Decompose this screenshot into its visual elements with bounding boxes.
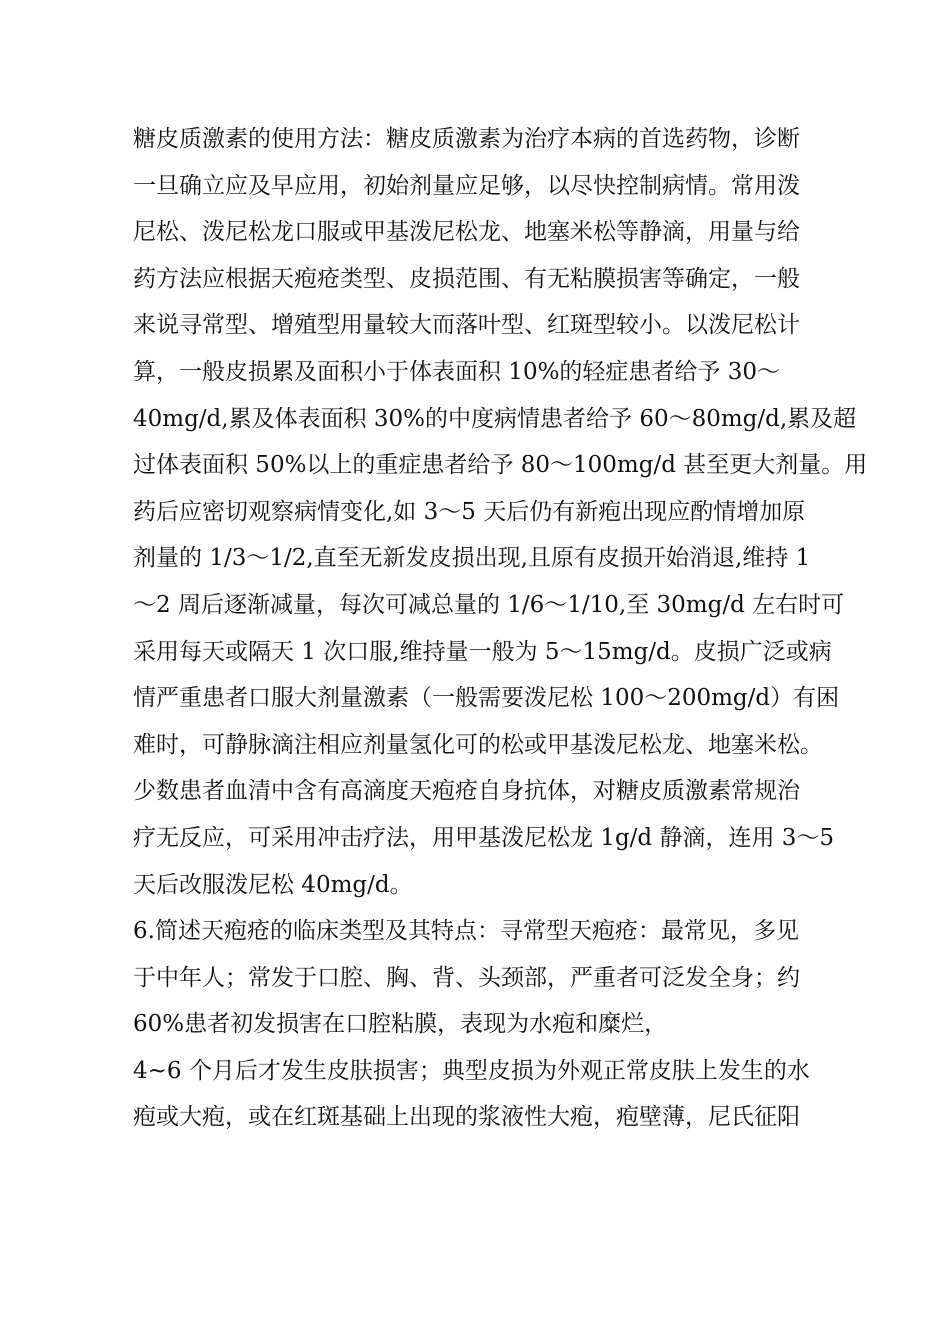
text-line: 采用每天或隔天 1 次口服,维持量一般为 5～15mg/d。皮损广泛或病 (133, 638, 832, 665)
text-line: 糖皮质激素的使用方法：糖皮质激素为治疗本病的首选药物，诊断 (133, 126, 800, 152)
text-line: 药后应密切观察病情变化,如 3～5 天后仍有新疱出现应酌情增加原 (133, 498, 806, 525)
text-line: 尼松、泼尼松龙口服或甲基泼尼松龙、地塞米松等静滴，用量与给 (133, 219, 800, 246)
text-line: 疱或大疱，或在红斑基础上出现的浆液性大疱，疱壁薄，尼氏征阳 (133, 1104, 800, 1131)
text-line: 于中年人；常发于口腔、胸、背、头颈部，严重者可泛发全身；约 (133, 964, 800, 991)
text-line: 难时，可静脉滴注相应剂量氢化可的松或甲基泼尼松龙、地塞米松。 (133, 731, 823, 758)
text-line: 过体表面积 50%以上的重症患者给予 80～100mg/d 甚至更大剂量。用 (133, 452, 868, 479)
text-line: 一旦确立应及早应用，初始剂量应足够，以尽快控制病情。常用泼 (133, 172, 800, 199)
section-heading-line: 6.简述天疱疮的临床类型及其特点：寻常型天疱疮：最常见，多见 (133, 918, 799, 945)
text-line: ～2 周后逐渐减量，每次可减总量的 1/6～1/10,至 30mg/d 左右时可 (133, 591, 845, 618)
text-line: 少数患者血清中含有高滴度天疱疮自身抗体，对糖皮质激素常规治 (133, 778, 800, 805)
document-body (133, 116, 868, 1141)
text-line: 4~6 个月后才发生皮肤损害；典型皮损为外观正常皮肤上发生的水 (133, 1057, 810, 1084)
text-line: 来说寻常型、增殖型用量较大而落叶型、红斑型较小。以泼尼松计 (133, 312, 800, 339)
text-line: 药方法应根据天疱疮类型、皮损范围、有无粘膜损害等确定，一般 (133, 265, 800, 292)
text-line: 算，一般皮损累及面积小于体表面积 10%的轻症患者给予 30～ (133, 358, 781, 385)
text-line: 天后改服泼尼松 40mg/d。 (133, 871, 413, 898)
text-line: 40mg/d,累及体表面积 30%的中度病情患者给予 60～80mg/d,累及超 (133, 405, 857, 432)
text-line: 剂量的 1/3～1/2,直至无新发皮损出现,且原有皮损开始消退,维持 1 (133, 545, 811, 572)
text-line: 60%患者初发损害在口腔粘膜，表现为水疱和糜烂， (133, 1011, 668, 1038)
text-line: 疗无反应，可采用冲击疗法，用甲基泼尼松龙 1g/d 静滴，连用 3～5 (133, 824, 835, 851)
text-line: 情严重患者口服大剂量激素（一般需要泼尼松 100～200mg/d）有困 (133, 685, 840, 712)
